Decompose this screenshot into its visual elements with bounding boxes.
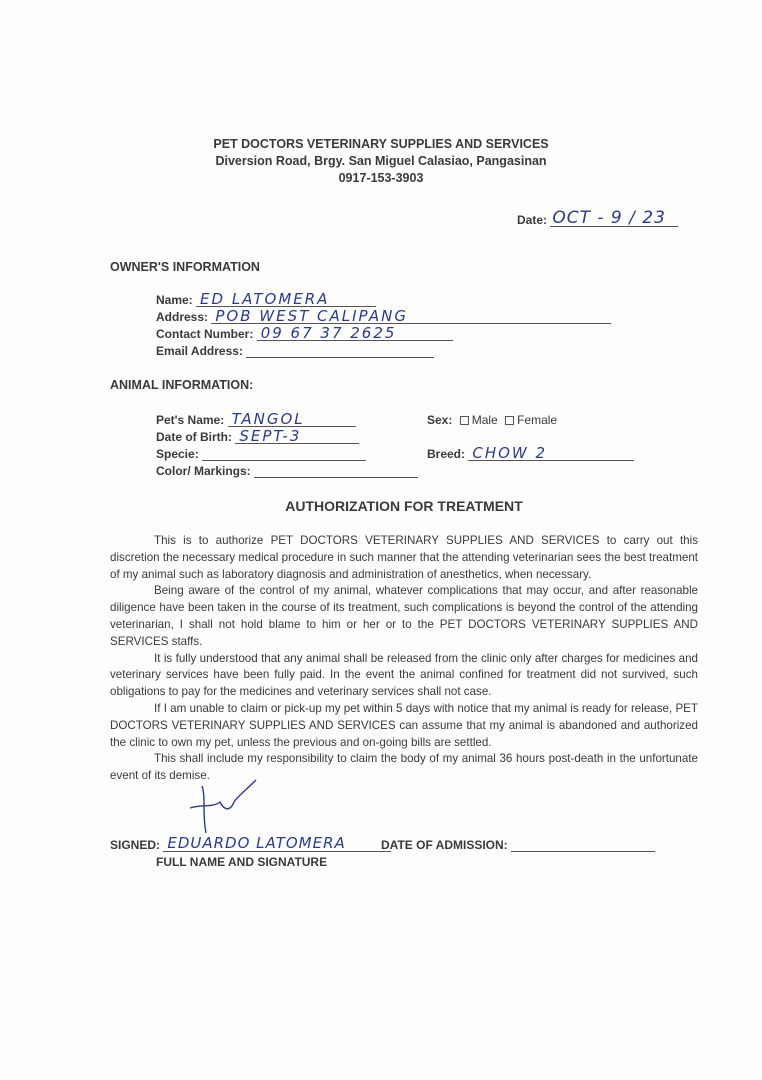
pet-name-label: Pet's Name: [156, 413, 225, 427]
signed-value: EDUARDO LATOMERA [167, 834, 346, 852]
male-checkbox[interactable] [460, 416, 469, 425]
authorization-body [110, 533, 698, 785]
female-checkbox[interactable] [505, 416, 514, 425]
signed-label: SIGNED: [110, 838, 161, 852]
date-value: OCT - 9 / 23 [552, 208, 666, 228]
owner-name-value: ED LATOMERA [200, 290, 330, 308]
admission-date-label: DATE OF ADMISSION: [381, 838, 508, 852]
color-markings-field [156, 464, 418, 478]
sex-label: Sex: [427, 413, 453, 427]
owner-email-label: Email Address: [156, 344, 243, 358]
owner-address-value: POB WEST CALIPANG [215, 307, 408, 325]
breed-value: CHOW 2 [472, 444, 548, 462]
clinic-name: PET DOCTORS VETERINARY SUPPLIES AND SERVICES [213, 137, 549, 151]
sex-field [427, 413, 557, 427]
authorization-paragraph: This shall include my responsibility to claim the body of my animal 36 hours post-death in the unfortunate event of its demise. [110, 752, 698, 783]
authorization-paragraph: This is to authorize PET DOCTORS VETERINARY SUPPLIES AND SERVICES to carry out this discretion the necessary medical procedure in such manner that the attending veterinarian sees the best treatment of my animal such as laboratory diagnosis and administration of anesthetics, when necessary. [110, 534, 698, 581]
pet-name-value: TANGOL [231, 410, 305, 428]
owner-name-field [156, 290, 376, 308]
signature-scribble-icon [172, 778, 262, 838]
clinic-address: Diversion Road, Brgy. San Miguel Calasiao, Pangasinan [215, 154, 547, 168]
animal-section-title: ANIMAL INFORMATION: [110, 378, 254, 392]
signature-caption: FULL NAME AND SIGNATURE [156, 855, 328, 869]
date-label: Date: [517, 213, 548, 227]
pet-name-field [156, 410, 356, 428]
female-label: Female [517, 413, 558, 427]
owner-address-field [156, 307, 611, 325]
authorization-title: AUTHORIZATION FOR TREATMENT [285, 498, 523, 514]
owner-address-label: Address: [156, 310, 209, 324]
owner-contact-value: 09 67 37 2625 [260, 324, 397, 342]
breed-field [427, 444, 634, 462]
dob-label: Date of Birth: [156, 430, 232, 444]
breed-label: Breed: [427, 447, 466, 461]
owner-email-field [156, 344, 434, 358]
date-field [517, 208, 678, 228]
dob-field [156, 427, 359, 445]
authorization-paragraph: It is fully understood that any animal shall be released from the clinic only after charges for medicines and veterinary services have been fully paid. In the event the animal confined for treatment did not survived, such obligations to pay for the medicines and veterinary services shall not case. [110, 651, 698, 699]
owner-name-label: Name: [156, 293, 193, 307]
owner-contact-field [156, 324, 453, 342]
owner-contact-label: Contact Number: [156, 327, 254, 341]
authorization-paragraph: If I am unable to claim or pick-up my pet within 5 days with notice that my animal is ready for release, PET DOCTORS VETERINARY SUPPLIES AND SERVICES can assume that my animal is abandoned and authorized the clinic to own my pet, unless the previous and on-going bills are settled. [110, 701, 698, 749]
specie-label: Specie: [156, 447, 199, 461]
admission-date-field [381, 838, 655, 852]
signed-field [110, 834, 391, 852]
color-markings-label: Color/ Markings: [156, 464, 251, 478]
specie-field [156, 447, 366, 461]
male-label: Male [471, 413, 498, 427]
clinic-header [0, 136, 762, 187]
authorization-paragraph: Being aware of the control of my animal, whatever complications that may occur, and after reasonable diligence have been taken in the course of its treatment, such complications is beyond the control of the attending veterinarian, I shall not hold blame to him or her or to the PET DOCTORS VETERINARY SUPPLIES AND SERVICES staffs. [110, 584, 698, 648]
owner-section-title: OWNER'S INFORMATION [110, 260, 260, 274]
clinic-phone: 0917-153-3903 [338, 171, 424, 185]
dob-value: SEPT-3 [239, 427, 302, 445]
